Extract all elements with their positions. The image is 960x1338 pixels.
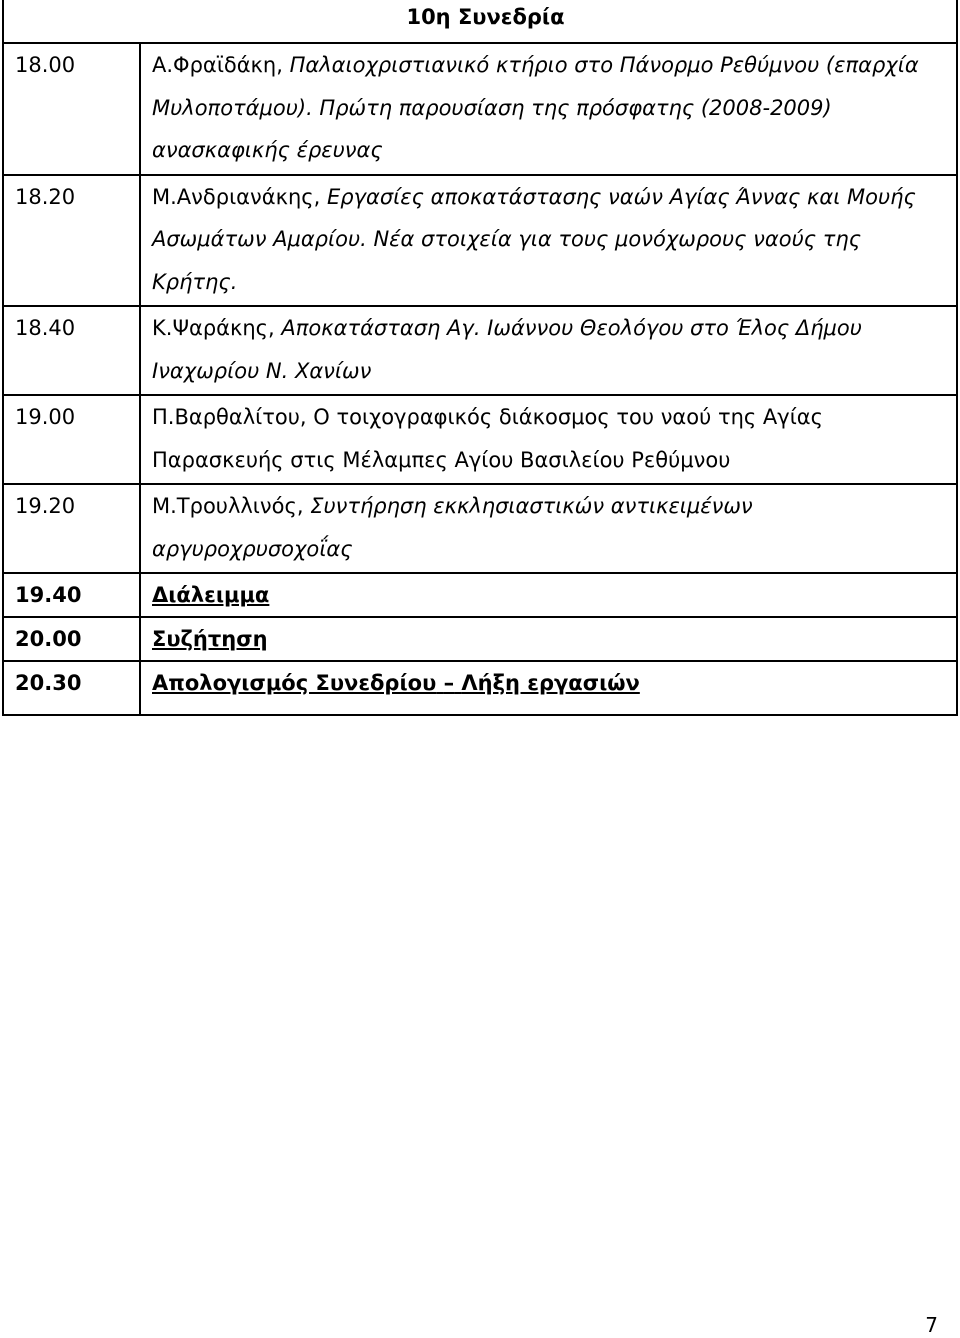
- time-cell: 19.40: [3, 573, 140, 617]
- talk-author: Μ.Τρουλλινός,: [152, 494, 304, 518]
- closing-label-a: Απολογισμός Συνεδρίου: [152, 671, 437, 695]
- time-cell: 19.00: [3, 395, 140, 484]
- time-cell: 18.40: [3, 306, 140, 395]
- talk-cell: [140, 175, 957, 307]
- discussion-row: [3, 617, 957, 661]
- talk-cell: [140, 395, 957, 484]
- time-cell: 18.00: [3, 43, 140, 175]
- time-cell: 19.20: [3, 484, 140, 573]
- schedule-row: [3, 306, 957, 395]
- session-title-row: [3, 0, 957, 43]
- talk-cell: [140, 306, 957, 395]
- talk-title: Παλαιοχριστιανικό κτήριο στο Πάνορμο Ρεθύμνου (επαρχία Μυλοποτάμου). Πρώτη παρουσίαση της πρόσφατης (2008-2009) ανασκαφικής έρευνας: [152, 53, 919, 162]
- break-row: [3, 573, 957, 617]
- closing-dash: –: [443, 671, 455, 695]
- talk-title: Ο τοιχογραφικός διάκοσμος του ναού της Αγίας Παρασκευής στις Μέλαμπες Αγίου Βασιλείου Ρεθύμνου: [152, 405, 823, 472]
- session-schedule-table: [2, 0, 958, 716]
- talk-cell: [140, 484, 957, 573]
- discussion-label: Συζήτηση: [140, 617, 957, 661]
- talk-title: Εργασίες αποκατάστασης ναών Αγίας Άννας και Μουής Ασωμάτων Αμαρίου. Νέα στοιχεία για τους μονόχωρους ναούς της Κρήτης.: [152, 184, 916, 294]
- talk-author: Μ.Ανδριανάκης,: [152, 184, 321, 209]
- session-title: 10η Συνεδρία: [3, 0, 957, 43]
- schedule-row: [3, 43, 957, 175]
- closing-row: [3, 661, 957, 715]
- break-label: Διάλειμμα: [140, 573, 957, 617]
- talk-author: Κ.Ψαράκης,: [152, 316, 275, 340]
- talk-title: Συντήρηση εκκλησιαστικών αντικειμένων αργυροχρυσοχοΐας: [152, 494, 753, 561]
- talk-cell: [140, 43, 957, 175]
- time-cell: 20.00: [3, 617, 140, 661]
- page-number: 7: [925, 1313, 938, 1337]
- talk-title: Αποκατάσταση Αγ. Ιωάννου Θεολόγου στο Έλος Δήμου Ιναχωρίου Ν. Χανίων: [152, 316, 862, 383]
- closing-label-b: Λήξη εργασιών: [461, 671, 640, 695]
- talk-author: Α.Φραϊδάκη,: [152, 53, 283, 77]
- time-cell: 18.20: [3, 175, 140, 307]
- time-cell: 20.30: [3, 661, 140, 715]
- closing-label: [140, 661, 957, 715]
- schedule-row: [3, 395, 957, 484]
- schedule-row: [3, 484, 957, 573]
- talk-author: Π.Βαρθαλίτου,: [152, 405, 307, 429]
- schedule-row: [3, 175, 957, 307]
